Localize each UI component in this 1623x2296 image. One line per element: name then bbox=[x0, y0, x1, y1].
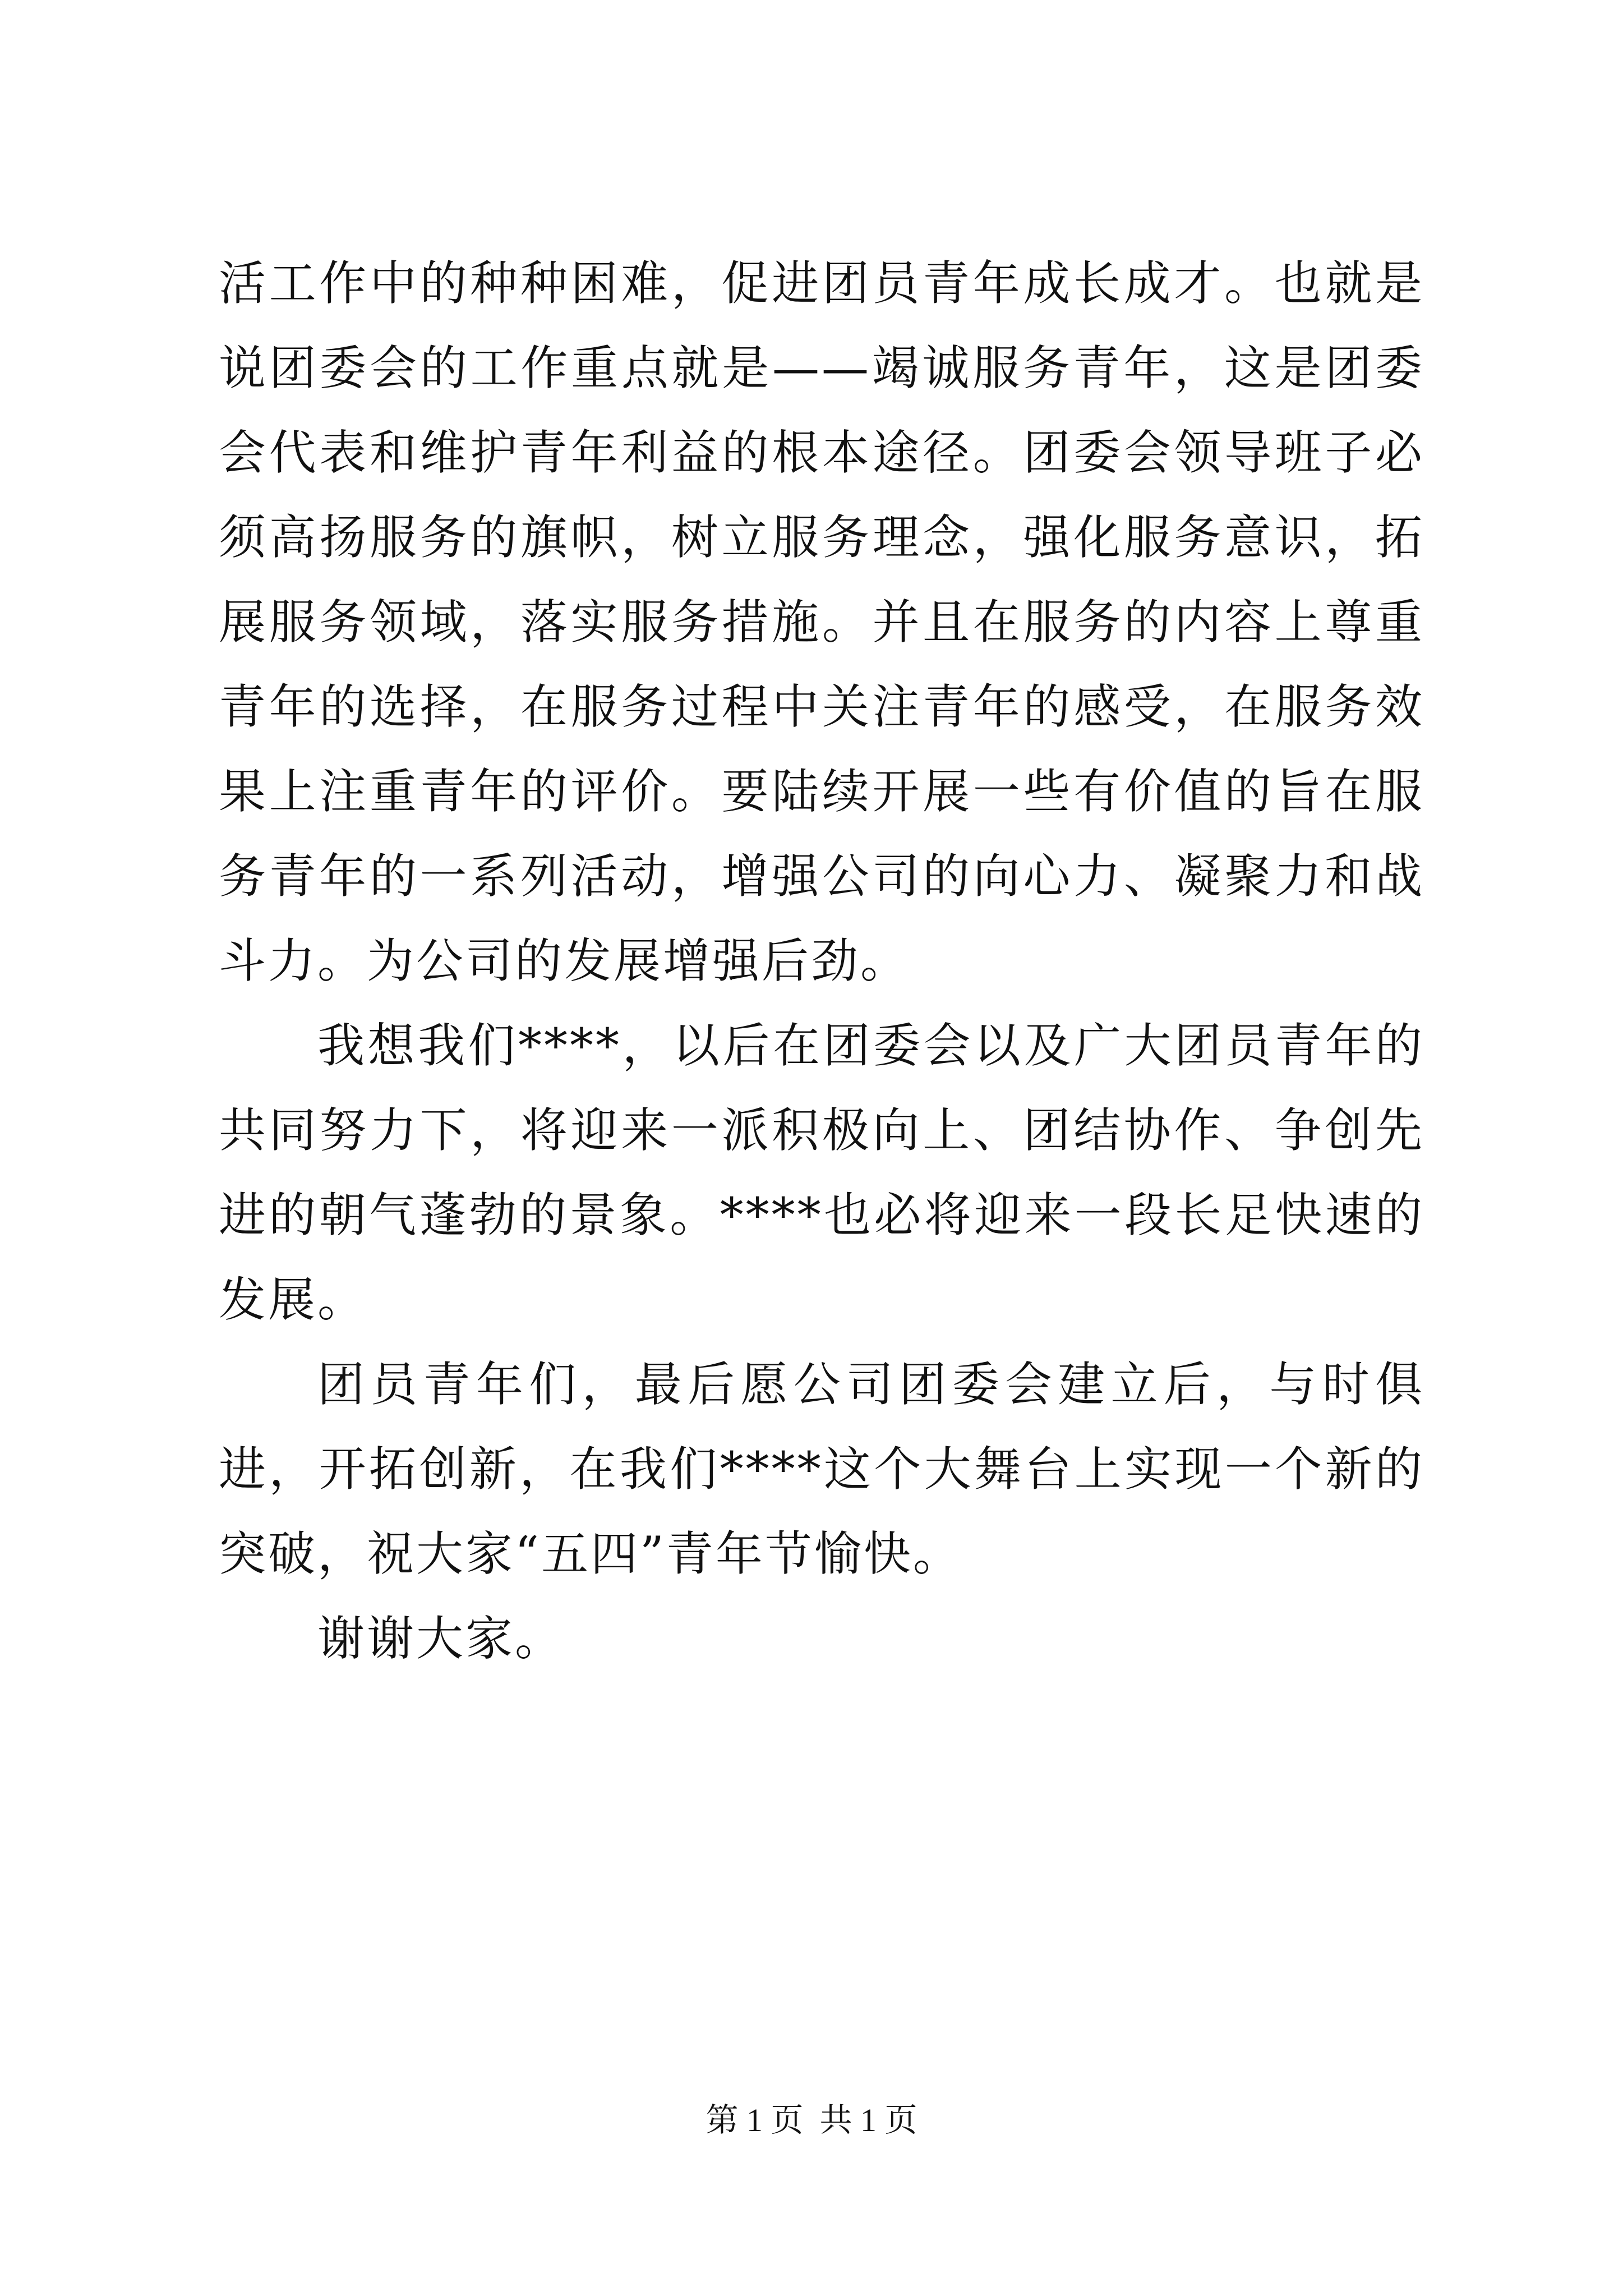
paragraph-3: 团员青年们，最后愿公司团委会建立后，与时俱进，开拓创新，在我们****这个大舞台上实现一个新的突破，祝大家“五四”青年节愉快。 bbox=[219, 1357, 1424, 1581]
page-number-label: 第 1 页 共 1 页 bbox=[706, 2102, 917, 2138]
document-body bbox=[219, 241, 1424, 1681]
paragraph-4: 谢谢大家。 bbox=[317, 1611, 565, 1666]
paragraph-2: 我想我们****，以后在团委会以及广大团员青年的共同努力下，将迎来一派积极向上、团结协作、争创先进的朝气蓬勃的景象。****也必将迎来一段长足快速的发展。 bbox=[219, 1018, 1424, 1327]
paragraph-1: 活工作中的种种困难，促进团员青年成长成才。也就是说团委会的工作重点就是——竭诚服务青年，这是团委会代表和维护青年利益的根本途径。团委会领导班子必须高扬服务的旗帜，树立服务理念，强化服务意识，拓展服务领域，落实服务措施。并且在服务的内容上尊重青年的选择，在服务过程中关注青年的感受，在服务效果上注重青年的评价。要陆续开展一些有价值的旨在服务青年的一系列活动，增强公司的向心力、凝聚力和战斗力。为公司的发展增强后劲。 bbox=[219, 256, 1424, 988]
page-footer bbox=[0, 2101, 1623, 2140]
